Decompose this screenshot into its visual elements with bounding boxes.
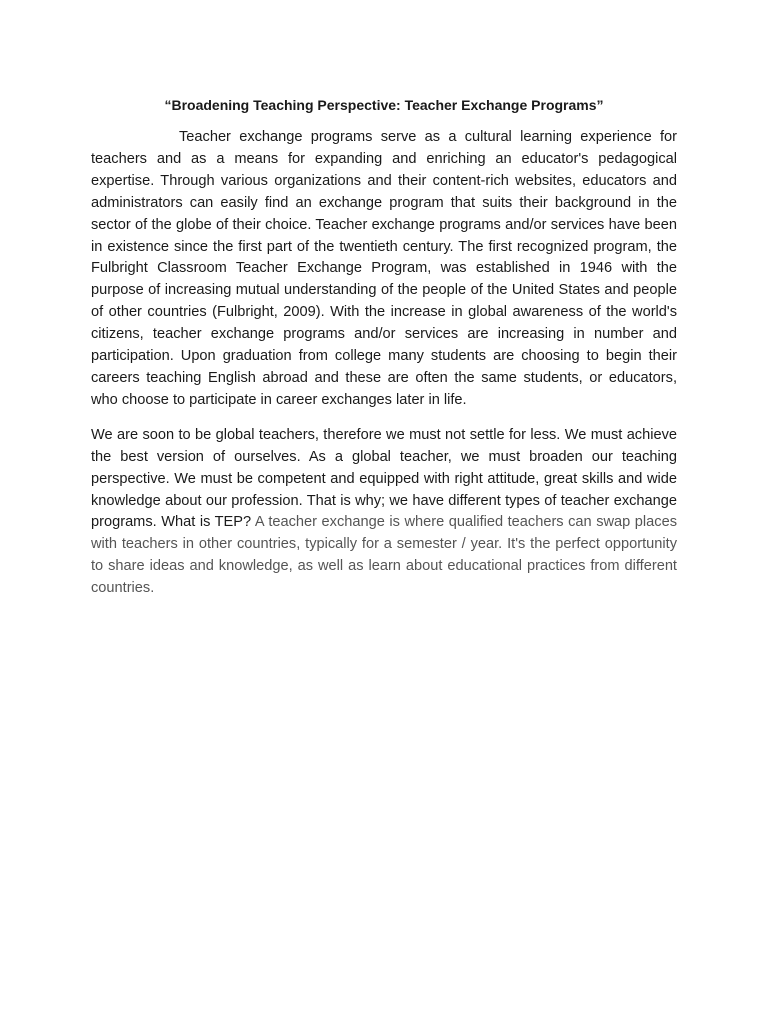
- paragraph-global-teachers: [91, 425, 677, 600]
- paragraph-intro: Teacher exchange programs serve as a cultural learning experience for teachers and as a means for expanding and enriching an educator's pedagogical expertise. Through various organizations and their content-rich websites, educators and administrators can easily find an exchange program that suits their background in the sector of the globe of their choice. Teacher exchange programs and/or services have been in existence since the first part of the twentieth century. The first recognized program, the Fulbright Classroom Teacher Exchange Program, was established in 1946 with the purpose of increasing mutual understanding of the people of the United States and people of other countries (Fulbright, 2009). With the increase in global awareness of the world's citizens, teacher exchange programs and/or services are increasing in number and participation. Upon graduation from college many students are choosing to begin their careers teaching English abroad and these are often the same students, or educators, who choose to participate in career exchanges later in life.: [91, 129, 677, 408]
- paragraph-main-text: We are soon to be global teachers, therefore we must not settle for less. We must achieve the best version of ourselves. As a global teacher, we must broaden our teaching perspective. We must be competent and equipped with right attitude, great skills and wide knowledge about our profession. That is why; we have different types of teacher exchange programs. What is TEP?: [91, 426, 677, 531]
- paragraph-quoted-definition: A teacher exchange is where qualified teachers can swap places with teachers in other countries, typically for a semester / year. It's the perfect opportunity to share ideas and knowledge, as well as learn about educational practices from different countries.: [91, 514, 677, 597]
- document-page: [91, 95, 677, 600]
- document-title: “Broadening Teaching Perspective: Teacher Exchange Programs”: [164, 97, 604, 113]
